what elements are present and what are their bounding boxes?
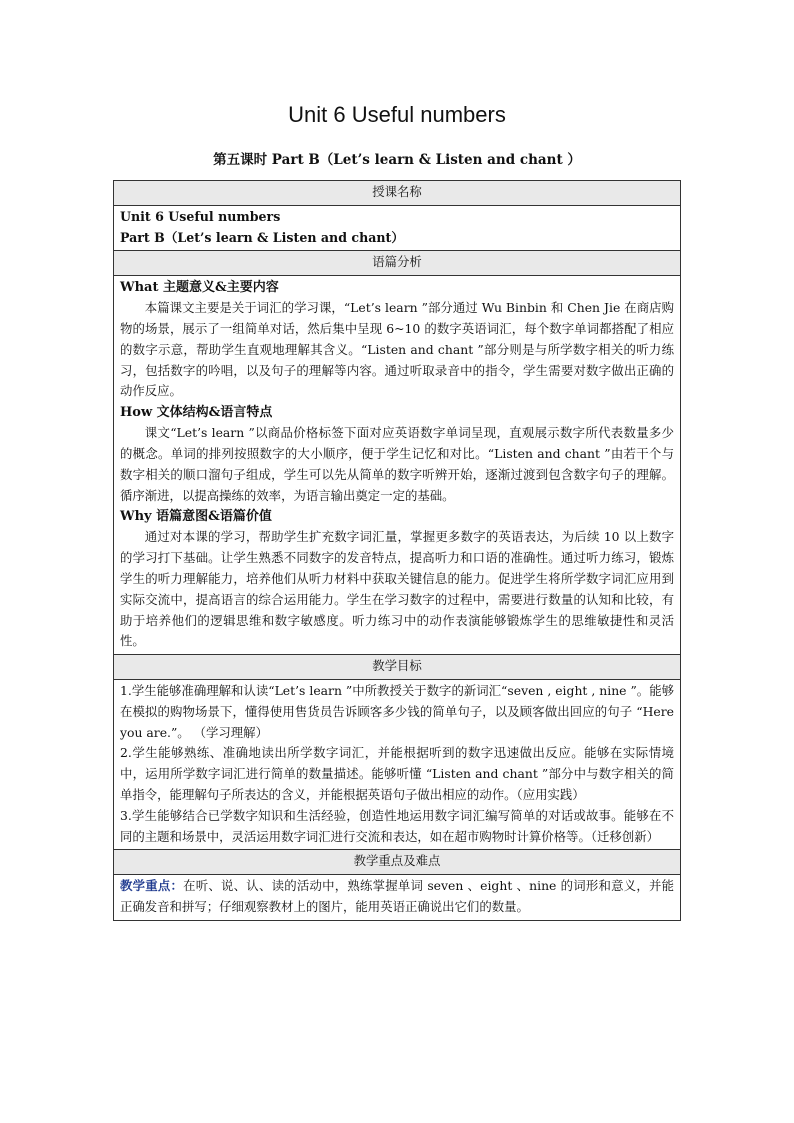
key-point-paragraph (120, 876, 674, 918)
how-paragraph: 课文“Let’s learn ”以商品价格标签下面对应英语数字单词呈现，直观展示数字所代表数量多少的概念。单词的排列按照数字的大小顺序，便于学生记忆和对比。“Listen and chant ”由若干个与数字相关的顺口溜句子组成，学生可以先从简单的数字听辨开始，逐渐过渡到包含数字句子的理解。循序渐进，以提高操练的效率，为语言输出奠定一定的基础。 (120, 425, 674, 503)
analysis-cell (114, 276, 681, 655)
lesson-name-line-2: Part B（Let’s learn & Listen and chant） (120, 229, 404, 245)
key-points-header: 教学重点及难点 (114, 850, 681, 875)
what-paragraph: 本篇课文主要是关于词汇的学习课，“Let’s learn ”部分通过 Wu Binbin 和 Chen Jie 在商店购物的场景，展示了一组简单对话，然后集中呈现 6~10 的数字英语词汇，每个数字单词都搭配了相应的数字示意，帮助学生直观地理解其含义。“Listen and chant ”部分则是与所学数字相关的听力练习，包括数字的吟唱，以及句子的理解等内容。通过听取录音中的指令，学生需要对数字做出正确的动作反应。 (120, 300, 674, 399)
lesson-name-header: 授课名称 (114, 181, 681, 206)
lesson-subtitle: 第五课时 Part B（Let’s learn & Listen and chant ） (213, 152, 581, 168)
goals-header: 教学目标 (114, 655, 681, 680)
goals-cell (114, 679, 681, 849)
document-title: Unit 6 Useful numbers (288, 102, 506, 127)
key-point-label: 教学重点： (120, 878, 184, 894)
key-points-cell (114, 875, 681, 921)
why-paragraph: 通过对本课的学习，帮助学生扩充数字词汇量，掌握更多数字的英语表达，为后续 10 以上数字的学习打下基础。让学生熟悉不同数字的发音特点，提高听力和口语的准确性。通过听力练习，锻炼学生的听力理解能力，培养他们从听力材料中获取关键信息的能力。促进学生将所学数字词汇应用到实际交流中，提高语言的综合运用能力。学生在学习数字的过程中，需要进行数量的认知和比较，有助于培养他们的逻辑思维和数字敏感度。听力练习中的动作表演能够锻炼学生的思维敏捷性和灵活性。 (120, 529, 674, 649)
lesson-name-cell (114, 205, 681, 251)
key-point-text: 在听、说、认、读的活动中，熟练掌握单词 seven 、eight 、nine 的词形和意义，并能正确发音和拼写；仔细观察教材上的图片，能用英语正确说出它们的数量。 (120, 878, 674, 914)
how-heading: How 文体结构&语言特点 (120, 405, 273, 421)
goal-item-3: 3.学生能够结合已学数字知识和生活经验，创造性地运用数字词汇编写简单的对话或故事。能够在不同的主题和场景中，灵活运用数字词汇进行交流和表达，如在超市购物时计算价格等。（迁移创新） (120, 807, 674, 844)
what-heading: What 主题意义&主要内容 (120, 280, 279, 296)
analysis-header: 语篇分析 (114, 251, 681, 276)
goal-item-1: 1.学生能够准确理解和认读“Let’s learn ”中所教授关于数字的新词汇“seven , eight , nine ”。能够在模拟的购物场景下，懂得使用售货员告诉顾客多少钱的简单句子，以及顾客做出回应的句子 “Here you are.”。 （学习理解） (120, 682, 674, 740)
why-heading: Why 语篇意图&语篇价值 (120, 509, 272, 525)
goal-item-2: 2.学生能够熟练、准确地读出所学数字词汇，并能根据听到的数字迅速做出反应。能够在实际情境中，运用所学数字词汇进行简单的数量描述。能够听懂 “Listen and chant ”部分中与数字相关的简单指令，能理解句子所表达的含义，并能根据英语句子做出相应的动作。（应用实践） (120, 745, 674, 802)
lesson-name-line-1: Unit 6 Useful numbers (120, 208, 281, 224)
lesson-plan-table (113, 180, 681, 921)
